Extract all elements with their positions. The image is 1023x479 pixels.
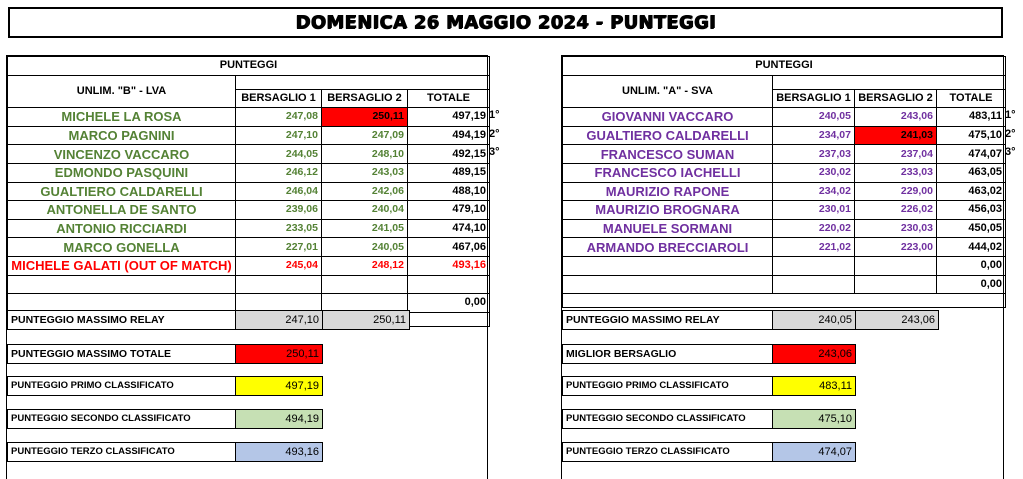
table-row <box>8 108 490 127</box>
left-relay-label: PUNTEGGIO MASSIMO RELAY <box>7 310 236 330</box>
bersaglio2-score: 229,00 <box>855 182 937 201</box>
rank-label: 2° <box>1005 128 1016 140</box>
table-row <box>563 163 1006 182</box>
total-score: 0,00 <box>408 294 490 313</box>
bersaglio1-score: 244,05 <box>236 145 322 164</box>
right-panel <box>561 55 1016 479</box>
bersaglio2-score: 240,05 <box>322 238 408 257</box>
bersaglio1-score: 237,03 <box>773 145 855 164</box>
player-name: MANUELE SORMANI <box>563 219 773 238</box>
player-name: FRANCESCO IACHELLI <box>563 163 773 182</box>
bersaglio2-score <box>322 275 408 294</box>
table-row <box>8 182 490 201</box>
bersaglio2-score: 223,00 <box>855 238 937 257</box>
total-score: 463,05 <box>937 163 1006 182</box>
total-score: 474,07 <box>937 145 1006 164</box>
bersaglio1-score: 240,05 <box>773 108 855 127</box>
right-relay-label: PUNTEGGIO MASSIMO RELAY <box>562 310 773 330</box>
total-score: 493,16 <box>408 256 490 275</box>
bersaglio1-score: 247,10 <box>236 126 322 145</box>
total-score: 475,10 <box>937 126 1006 145</box>
player-name: EDMONDO PASQUINI <box>8 163 236 182</box>
player-name <box>8 275 236 294</box>
total-score: 463,02 <box>937 182 1006 201</box>
bersaglio1-score: 239,06 <box>236 201 322 220</box>
left-header-spacer <box>236 75 490 89</box>
bersaglio1-score: 234,07 <box>773 126 855 145</box>
rank-label: 3° <box>1005 146 1016 158</box>
total-score: 497,19 <box>408 108 490 127</box>
right-first-value: 483,11 <box>772 376 856 396</box>
table-row <box>563 182 1006 201</box>
left-relay-b2: 250,11 <box>322 310 410 330</box>
left-third-value: 493,16 <box>235 442 323 462</box>
bersaglio1-score: 220,02 <box>773 219 855 238</box>
left-max-value: 250,11 <box>235 344 323 364</box>
right-header-spacer <box>773 75 1006 89</box>
right-third-label: PUNTEGGIO TERZO CLASSIFICATO <box>562 442 773 462</box>
total-score: 492,15 <box>408 145 490 164</box>
right-relay-b2: 243,06 <box>855 310 939 330</box>
player-name: GUALTIERO CALDARELLI <box>8 182 236 201</box>
bersaglio1-score: 246,12 <box>236 163 322 182</box>
total-score: 450,05 <box>937 219 1006 238</box>
right-max-label: MIGLIOR BERSAGLIO <box>562 344 773 364</box>
bersaglio1-score: 227,01 <box>236 238 322 257</box>
right-third-value: 474,07 <box>772 442 856 462</box>
table-row <box>563 145 1006 164</box>
bersaglio2-score <box>855 275 937 294</box>
page-title-box <box>8 7 1003 38</box>
right-scores-table <box>562 56 1006 308</box>
player-name: MARCO PAGNINI <box>8 126 236 145</box>
right-first-label: PUNTEGGIO PRIMO CLASSIFICATO <box>562 376 773 396</box>
left-section-title: PUNTEGGI <box>8 57 490 76</box>
left-panel <box>6 55 500 479</box>
bersaglio2-score: 248,12 <box>322 256 408 275</box>
total-score: 494,19 <box>408 126 490 145</box>
total-score: 474,10 <box>408 219 490 238</box>
player-name: MARCO GONELLA <box>8 238 236 257</box>
table-row <box>563 126 1006 145</box>
total-score: 479,10 <box>408 201 490 220</box>
table-row <box>8 163 490 182</box>
table-row <box>8 145 490 164</box>
player-name <box>563 275 773 294</box>
bersaglio2-score: 247,09 <box>322 126 408 145</box>
bersaglio1-score <box>773 256 855 275</box>
right-col-bersaglio2: BERSAGLIO 2 <box>855 89 937 108</box>
left-col-bersaglio1: BERSAGLIO 1 <box>236 89 322 108</box>
right-team-name: UNLIM. "A" - SVA <box>563 75 773 108</box>
left-max-label: PUNTEGGIO MASSIMO TOTALE <box>7 344 236 364</box>
left-scores-table <box>7 56 490 327</box>
bersaglio2-score: 250,11 <box>322 108 408 127</box>
left-team-name: UNLIM. "B" - LVA <box>8 75 236 108</box>
page-title: DOMENICA 26 MAGGIO 2024 - PUNTEGGI <box>295 12 716 33</box>
rank-label: 2° <box>489 128 500 140</box>
player-name: VINCENZO VACCARO <box>8 145 236 164</box>
total-score: 489,15 <box>408 163 490 182</box>
table-row <box>8 219 490 238</box>
bersaglio2-score: 230,03 <box>855 219 937 238</box>
bersaglio1-score: 230,01 <box>773 201 855 220</box>
player-name: ANTONIO RICCIARDI <box>8 219 236 238</box>
table-row <box>563 238 1006 257</box>
bersaglio2-score <box>855 256 937 275</box>
bersaglio2-score: 226,02 <box>855 201 937 220</box>
rank-label: 1° <box>489 109 500 121</box>
bersaglio2-score: 242,06 <box>322 182 408 201</box>
player-name: ANTONELLA DE SANTO <box>8 201 236 220</box>
right-section-title: PUNTEGGI <box>563 57 1006 76</box>
bersaglio2-score: 233,03 <box>855 163 937 182</box>
rank-label: 1° <box>1005 109 1016 121</box>
bersaglio1-score: 221,02 <box>773 238 855 257</box>
bersaglio1-score: 245,04 <box>236 256 322 275</box>
total-score: 488,10 <box>408 182 490 201</box>
total-score: 0,00 <box>937 275 1006 294</box>
right-second-value: 475,10 <box>772 409 856 429</box>
bersaglio2-score: 248,10 <box>322 145 408 164</box>
table-row <box>563 256 1006 275</box>
left-col-totale: TOTALE <box>408 89 490 108</box>
bersaglio2-score: 240,04 <box>322 201 408 220</box>
table-row <box>8 256 490 275</box>
table-row <box>8 238 490 257</box>
bersaglio1-score: 247,08 <box>236 108 322 127</box>
table-row <box>563 108 1006 127</box>
player-name <box>563 256 773 275</box>
left-col-bersaglio2: BERSAGLIO 2 <box>322 89 408 108</box>
table-row <box>8 275 490 294</box>
right-max-value: 243,06 <box>772 344 856 364</box>
total-score <box>408 275 490 294</box>
right-col-bersaglio1: BERSAGLIO 1 <box>773 89 855 108</box>
bersaglio1-score: 234,02 <box>773 182 855 201</box>
right-blank-row <box>563 294 1006 308</box>
bersaglio1-score: 246,04 <box>236 182 322 201</box>
left-relay-b1: 247,10 <box>235 310 323 330</box>
player-name: GIOVANNI VACCARO <box>563 108 773 127</box>
total-score: 0,00 <box>937 256 1006 275</box>
right-second-label: PUNTEGGIO SECONDO CLASSIFICATO <box>562 409 773 429</box>
total-score: 467,06 <box>408 238 490 257</box>
table-row <box>8 126 490 145</box>
total-score: 444,02 <box>937 238 1006 257</box>
bersaglio1-score <box>236 275 322 294</box>
bersaglio2-score: 243,03 <box>322 163 408 182</box>
bersaglio1-score <box>773 275 855 294</box>
total-score: 456,03 <box>937 201 1006 220</box>
player-name: MAURIZIO RAPONE <box>563 182 773 201</box>
player-name: ARMANDO BRECCIAROLI <box>563 238 773 257</box>
bersaglio2-score: 241,03 <box>855 126 937 145</box>
bersaglio2-score: 243,06 <box>855 108 937 127</box>
total-score: 483,11 <box>937 108 1006 127</box>
rank-label: 3° <box>489 146 500 158</box>
left-third-label: PUNTEGGIO TERZO CLASSIFICATO <box>7 442 236 462</box>
right-col-totale: TOTALE <box>937 89 1006 108</box>
player-name: MICHELE LA ROSA <box>8 108 236 127</box>
left-second-value: 494,19 <box>235 409 323 429</box>
bersaglio1-score: 233,05 <box>236 219 322 238</box>
table-row <box>563 201 1006 220</box>
bersaglio2-score: 241,05 <box>322 219 408 238</box>
player-name: FRANCESCO SUMAN <box>563 145 773 164</box>
left-second-label: PUNTEGGIO SECONDO CLASSIFICATO <box>7 409 236 429</box>
player-name: MAURIZIO BROGNARA <box>563 201 773 220</box>
left-first-label: PUNTEGGIO PRIMO CLASSIFICATO <box>7 376 236 396</box>
right-relay-b1: 240,05 <box>772 310 856 330</box>
table-row <box>8 201 490 220</box>
left-first-value: 497,19 <box>235 376 323 396</box>
player-name: GUALTIERO CALDARELLI <box>563 126 773 145</box>
table-row <box>563 275 1006 294</box>
table-row <box>563 219 1006 238</box>
player-name: MICHELE GALATI (OUT OF MATCH) <box>8 256 236 275</box>
bersaglio1-score: 230,02 <box>773 163 855 182</box>
bersaglio2-score: 237,04 <box>855 145 937 164</box>
